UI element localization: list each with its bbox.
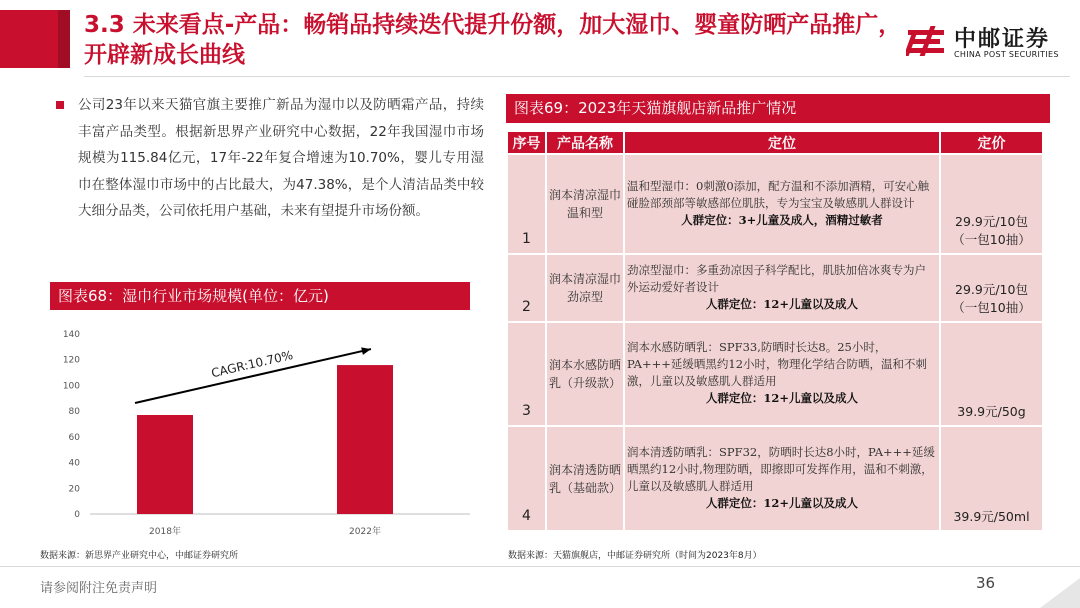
table-row (508, 426, 1042, 530)
right-source-note: 数据来源：天猫旗舰店，中邮证券研究所（时间为2023年8月） (508, 551, 762, 561)
product-price (940, 426, 1042, 530)
row-number: 3 (508, 322, 546, 426)
disclaimer-link[interactable]: 请参阅附注免责声明 (40, 581, 158, 596)
col-header-position: 定位 (624, 132, 940, 154)
position-target: 人群定位：12+儿童以及成人 (705, 296, 859, 311)
position-target: 人群定位：12+儿童以及成人 (705, 495, 859, 510)
title-divider (84, 76, 1070, 77)
price-note: （一包10抽） (952, 232, 1031, 247)
product-position (624, 426, 940, 530)
table-header-row (508, 132, 1042, 154)
title-accent-bar-dark (58, 10, 70, 68)
y-tick-label: 120 (62, 355, 80, 366)
bullet-square-icon (56, 101, 64, 109)
row-number: 1 (508, 154, 546, 254)
footer-divider (0, 566, 1080, 567)
y-tick-label: 20 (68, 484, 80, 495)
price-value: 39.9元/50ml (953, 509, 1030, 524)
page-title: 3.3 未来看点-产品：畅销品持续迭代提升份额，加大湿巾、婴童防晒产品推广，开辟新成长曲线 (84, 12, 902, 68)
left-chart-header: 图表68：湿巾行业市场规模(单位：亿元) (50, 282, 470, 310)
product-name: 润本水感防晒乳（升级款） (546, 322, 624, 426)
product-position (624, 154, 940, 254)
left-source-note: 数据来源：新思界产业研究中心，中邮证券研究所 (40, 551, 239, 561)
col-header-price: 定价 (940, 132, 1042, 154)
x-tick-label: 2022年 (349, 527, 381, 537)
logo-name-en: CHINA POST SECURITIES (954, 50, 1059, 59)
page-number: 36 (976, 574, 996, 592)
bar-1 (137, 415, 193, 514)
row-number: 2 (508, 254, 546, 322)
col-header-name: 产品名称 (546, 132, 624, 154)
market-size-bar-chart (40, 318, 480, 540)
price-note: （一包10抽） (952, 300, 1031, 315)
table-row (508, 154, 1042, 254)
y-tick-label: 80 (68, 407, 80, 418)
cagr-annotation: CAGR:10.70% (209, 348, 295, 381)
product-name: 润本清凉湿巾劲凉型 (546, 254, 624, 322)
corner-decoration (1040, 578, 1080, 608)
right-table-header: 图表69：2023年天猫旗舰店新品推广情况 (506, 94, 1050, 123)
y-tick-label: 0 (74, 510, 80, 520)
bullet-text: 公司23年以来天猫官旗主要推广新品为湿巾以及防晒霜产品，持续丰富产品类型。根据新思界产业研究中心数据，22年我国湿巾市场规模为115.84亿元，17年-22年复合增速为10.70%，婴儿专用湿巾在整体湿巾市场中的占比最大，为47.38%，是个人清洁品类中较大细分品类，公司依托用户基础，未来有望提升市场份额。 (78, 97, 484, 219)
price-value: 29.9元/10包 (955, 282, 1028, 297)
bullet-paragraph (56, 92, 484, 225)
position-target: 人群定位：3+儿童及成人，酒精过敏者 (681, 212, 883, 227)
product-name: 润本清透防晒乳（基础款） (546, 426, 624, 530)
row-number: 4 (508, 426, 546, 530)
product-price (940, 254, 1042, 322)
x-tick-label: 2018年 (149, 527, 181, 537)
y-tick-label: 100 (62, 381, 80, 392)
col-header-no: 序号 (508, 132, 546, 154)
position-desc: 润本清透防晒乳：SPF32，防晒时长达8小时，PA+++延缓晒黑约12小时,物理防晒，即擦即可发挥作用，温和不刺激，儿童以及敏感肌人群适用 (627, 444, 935, 493)
price-value: 29.9元/10包 (955, 214, 1028, 229)
position-desc: 润本水感防晒乳：SPF33,防晒时长达8。25小时，PA+++延缓晒黑约12小时，物理化学结合防晒，温和不刺激，儿童以及敏感肌人群适用 (627, 340, 928, 388)
product-position (624, 254, 940, 322)
product-position (624, 322, 940, 426)
bar-2 (337, 365, 393, 514)
y-tick-label: 140 (62, 330, 80, 340)
logo-name-cn: 中邮证券 (954, 27, 1051, 52)
y-tick-label: 60 (68, 432, 80, 443)
product-name: 润本清凉湿巾温和型 (546, 154, 624, 254)
table-row (508, 322, 1042, 426)
product-price (940, 322, 1042, 426)
price-value: 39.9元/50g (957, 404, 1026, 419)
position-desc: 温和型湿巾：0刺激0添加，配方温和不添加酒精，可安心触碰脸部颈部等敏感部位肌肤，专为宝宝及敏感肌人群设计 (627, 178, 930, 210)
new-product-table (508, 132, 1042, 530)
table-row (508, 254, 1042, 322)
company-logo (906, 20, 1076, 66)
china-post-logo-icon (906, 22, 946, 62)
product-price (940, 154, 1042, 254)
position-desc: 劲凉型湿巾：多重劲凉因子科学配比，肌肤加倍冰爽专为户外运动爱好者设计 (627, 262, 926, 294)
y-tick-label: 40 (68, 458, 80, 469)
position-target: 人群定位：12+儿童以及成人 (705, 391, 859, 405)
